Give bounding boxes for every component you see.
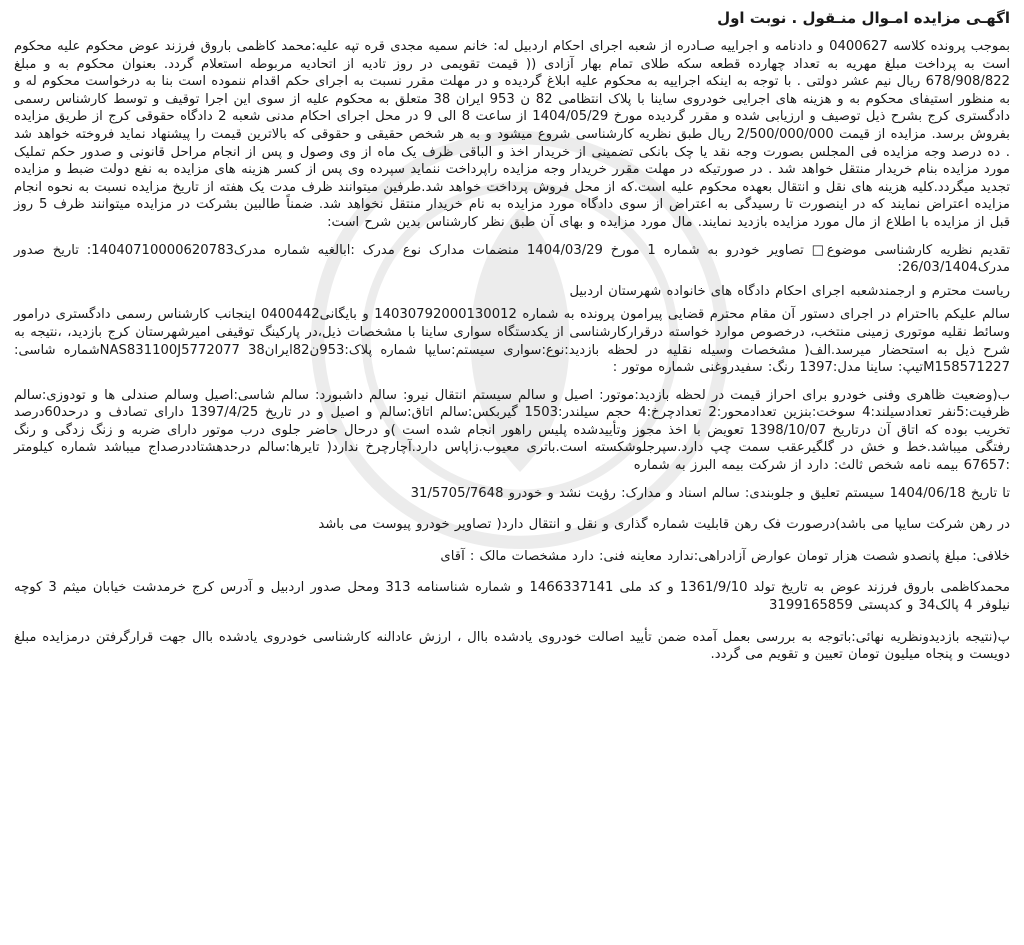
fines-and-owner: خلافی: مبلغ پانصدو شصت هزار تومان عوارض آزادراهی:ندارد معاینه فنی: دارد مشخصات مالک : آقای (440, 548, 1010, 564)
owner-details: محمدکاظمی باروق فرزند عوض به تاریخ تولد 1361/9/10 و کد ملی 1466337141 و شماره شناسنامه 313 ومحل صدور اردبیل و آدرس کرج خرمدشت خیابان میثم 3 کوچه نیلوفر 4 پالک34 و کدپستی 3199165859 (14, 580, 1010, 614)
notice-title: اگهـی مزایده امـوال منـقول . نوبت اول (717, 9, 1010, 27)
mortgage-status: در رهن شرکت سایپا می باشد)درصورت فک رهن قابلیت شماره گذاری و نقل و انتقال دارد( تصاویر خودرو پیوست می باشد (318, 517, 1010, 533)
vehicle-specifications: سالم علیکم بااحترام در اجرای دستور آن مقام محترم قضایی پیرامون پرونده به شماره 14030792000130012 و بایگانی0400442 اینجانب کارشناس رسمی دادگستری درامور وسائط نقلیه موتوری زمینی منتخب، درخصوص موارد خواسته درقرارکارشناسی از یکدستگاه سواری ساینا با مشخصات ذیل،در پارکینگ توقیفی امیرشهرستان کرج بازدید، ،نتیجه به شرح ذیل به استحضار میرسد.الف( مشخصات وسیله نقلیه در لحظه بازدید:نوع:سواری سیستم:سایپا شماره پلاک:953ن82ایران38 NAS831100J5772077شماره شاسی: M158571227تیپ: ساینا مدل:1397 رنگ: سفیدروغنی شماره موتور : (14, 307, 1010, 376)
vehicle-condition: ب(وضعیت ظاهری وفنی خودرو برای احراز قیمت در لحظه بازدید:موتور: اصیل و سالم سیستم انتقال نیرو: سالم داشبورد: سالم شاسی:اصیل وسالم صندلی ها و تودوزی:سالم ظرفیت:5نفر تعدادسیلند:4 سوخت:بنزین تعدادمحور:2 تعدادچرخ:4 حجم سیلندر:1503 گیربکس:سالم اتاق:سالم و اصیل و در تاریخ 1397/4/25 دارای تصادف و درحد60درصد تخریب بوده که اتاق آن درتاریخ 1398/10/07 تعویض با اخذ مجوز وتأییدشده پلیس راهور انجام شده است )و درحال حاضر جلوی درب موتور دارای ضربه و زنگ زدگی و رنگ رفتگی میباشد.خط و خش در گلگیرعقب سمت چپ دارد.سپرجلوشکسته است.باتری معیوب.زاپاس دارد.آچارچرخ ندارد( تایرها:سالم درحدهشتاددرصداج میباشد شماره کیلومتر :67657 بیمه نامه شخص ثالث: دارد از شرکت بیمه البرز به شماره (14, 387, 1011, 474)
final-valuation: پ(نتیجه بازدیدونظریه نهائی:باتوجه به بررسی بعمل آمده ضمن تأیید اصالت خودروی یادشده باال ، ارزش عادالنه کارشناسی خودروی یادشده باال جهت قرارگرفتن درمزایده مبلغ دویست و پنجاه میلیون تومان تعیین و تقویم می گردد. (14, 629, 1010, 663)
expert-report-submission: تقدیم نظریه کارشناسی موضوع□ تصاویر خودرو به شماره 1 مورخ 1404/03/29 منضمات مدارک نوع مدرک :ابالغیه شماره مدرک14040710000620783: تاریخ صدور مدرک26/03/1404: (14, 242, 1010, 276)
addressee-line: ریاست محترم و ارجمندشعبه اجرای احکام دادگاه های خانواده شهرستان اردبیل (569, 283, 1010, 299)
notice-paragraph-main: بموجب پرونده کلاسه 0400627 و دادنامه و اجراییه صـادره از شعبه اجرای احکام اردبیل له: خانم سمیه مجدی قره تپه علیه:محمد کاظمی باروق فرزند عوض محکوم علیه محکوم است به پرداخت مبلغ مهریه به تعداد چهارده قطعه سکه طلای تمام بهار آزادی (( قیمت تقویمی در روز تادیه از اتحادیه مربوطه استعلام گردد. بعنوان محکوم به و مبلغ 678/908/822 ریال نیم عشر دولتی . با توجه به اینکه اجراییه به محکوم علیه ابلاغ گردیده و در مهلت مقرر نسبت به اجرای حکم اقدام ننموده است بنا به درخواست محکوم له و به منظور استیفای محکوم به و هزینه های اجرایی خودروی ساینا با پلاک انتظامی 82 ن 953 ایران 38 متعلق به محکوم علیه از سوی این اجرا توقیف و توسط کارشناس رسمی دادگستری کرج بشرح ذیل توصیف و ارزیابی شده و مقرر گردیده مورخ 1404/05/29 از ساعت 8 الی 9 در محل اجرای احکام مدنی شعبه 2 دادگاه حقوقی کرج از طریق مزایده بفروش برسد. مزایده از قیمت 2/500/000/000 ریال طبق نظریه کارشناسی شروع میشود و به هر شخص حقیقی و حقوقی که بالاترین قیمت را پیشنهاد نماید فروخته خواهد شد . ده درصد وجه مزایده فی المجلس بصورت وجه نقد یا چک بانکی تضمینی از خریدار اخذ و الباقی ظرف یک ماه از وی وصول و پس از انجام مراحل قانونی و صدور حکم تملیک مورد مزایده بنام خریدار منتقل خواهد شد . در صورتیکه در مهلت مقرر خریدار وجه مزایده راپرداخت ننماید سپرده وی پس از کسر هزینه های مزایده به نفع دولت ضبط و مزایده تجدید میگردد.کلیه هزینه های نقل و انتقال بعهده محکوم علیه است.که از محل فروش پرداخت خواهد شد.طرفین میتوانند ظرف مدت یک هفته از تاریخ مزایده نسبت به نحوه انجام مزایده اعتراض نمایند که در اینصورت تا رسیدگی به اعتراض از سوی دادگاه مورد مزایده به نام خریدار منتقل نخواهد شد. ضمناً طالبین بشرکت در مزایده میتوانند ظرف 5 روز قبل از مزایده با اطلاع از مال مورد مزایده بازدید نمایند. مال مورد مزایده و بهای آن طبق نظر کارشناس بدین شرح است: (14, 39, 1011, 230)
insurance-validity: تا تاریخ 1404/06/18 سیستم تعلیق و جلوبندی: سالم اسناد و مدارک: رؤیت نشد و خودرو 31/5705/7648 (410, 485, 1010, 501)
